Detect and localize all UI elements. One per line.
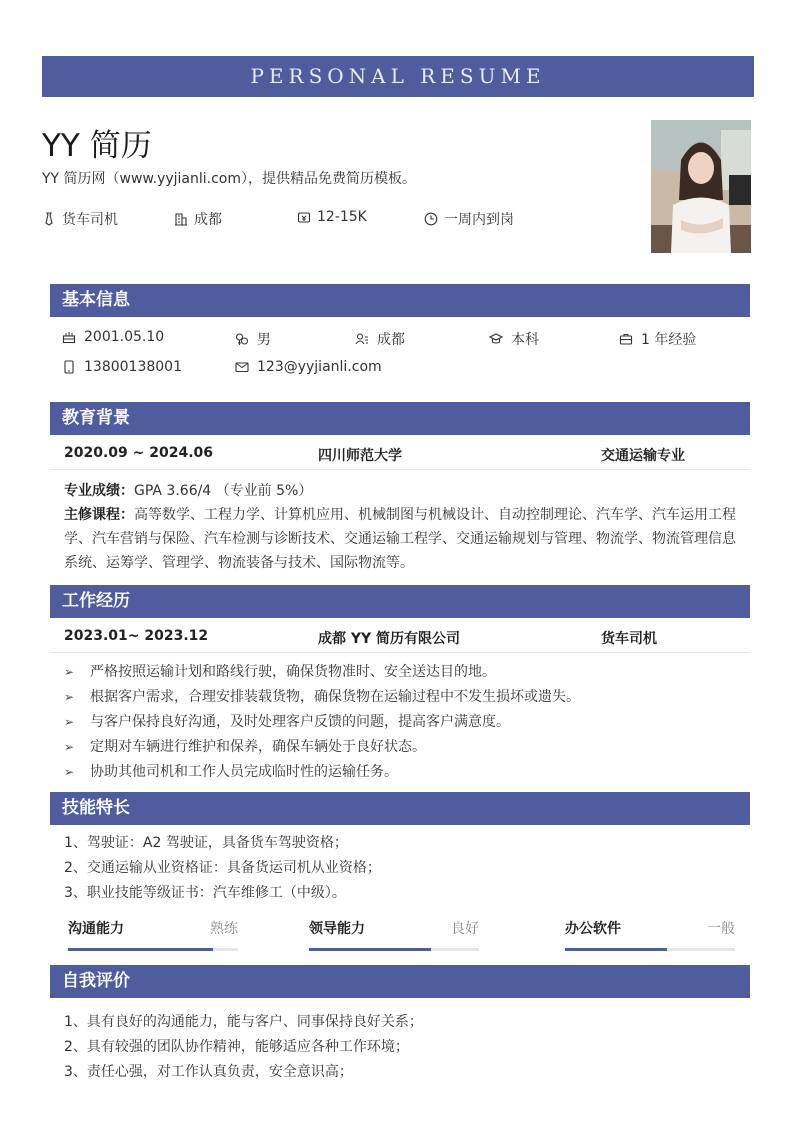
info-degree-text: 本科 <box>511 332 539 348</box>
list-item <box>64 760 744 785</box>
skill-fill <box>68 948 213 951</box>
list-item: 2、交通运输从业资格证：具备货运司机从业资格； <box>64 860 381 876</box>
wallet-icon <box>297 210 311 224</box>
work-row <box>50 620 750 653</box>
education-courses-label: 主修课程： <box>64 507 134 523</box>
info-birth <box>62 329 164 345</box>
list-item: 3、责任心强，对工作认真负责，安全意识高； <box>64 1064 353 1080</box>
work-role: 货车司机 <box>601 631 657 647</box>
education-school: 四川师范大学 <box>318 448 402 464</box>
education-major: 交通运输专业 <box>601 448 685 464</box>
skill-level: 一般 <box>707 921 735 937</box>
quick-city-text: 成都 <box>194 212 222 228</box>
candidate-name: YY 简历 <box>42 128 152 164</box>
work-duty-text: 协助其他司机和工作人员完成临时性的运输任务。 <box>90 764 398 780</box>
info-degree <box>489 329 539 349</box>
skill-label: 办公软件 <box>565 921 621 937</box>
phone-icon <box>62 360 76 374</box>
quick-job <box>42 209 118 229</box>
user-list-icon <box>355 332 369 346</box>
mail-icon <box>235 360 249 374</box>
work-duty-text: 与客户保持良好沟通，及时处理客户反馈的问题，提高客户满意度。 <box>90 714 510 730</box>
work-period: 2023.01~ 2023.12 <box>64 628 209 644</box>
education-score-text: GPA 3.66/4 （专业前 5%） <box>134 483 313 499</box>
arrow-bullet-icon: ➢ <box>64 740 75 754</box>
quick-city <box>174 209 222 229</box>
clock-icon <box>424 212 438 226</box>
info-location-text: 成都 <box>377 332 405 348</box>
skill-label: 沟通能力 <box>68 921 124 937</box>
skill-bar-leadership <box>309 918 479 938</box>
education-row <box>50 437 750 470</box>
skill-fill <box>565 948 667 951</box>
section-self-header: 自我评价 <box>50 965 750 998</box>
section-basic-header: 基本信息 <box>50 284 750 317</box>
list-item <box>64 735 744 760</box>
info-experience-text: 1 年经验 <box>641 332 697 348</box>
work-duty-text: 根据客户需求，合理安排装载货物，确保货物在运输过程中不发生损坏或遗失。 <box>90 689 580 705</box>
list-item: 3、职业技能等级证书：汽车维修工（中级）。 <box>64 885 346 901</box>
cake-icon <box>62 330 76 344</box>
info-phone <box>62 359 182 375</box>
education-score-label: 专业成绩： <box>64 483 134 499</box>
info-email-text: 123@yyjianli.com <box>257 359 382 375</box>
list-item: 1、具有良好的沟通能力，能与客户、同事保持良好关系； <box>64 1014 423 1030</box>
quick-salary <box>297 209 367 225</box>
gender-icon <box>235 332 249 346</box>
skill-level: 熟练 <box>210 921 238 937</box>
work-duty-text: 定期对车辆进行维护和保养，确保车辆处于良好状态。 <box>90 739 426 755</box>
info-gender-text: 男 <box>257 332 271 348</box>
skill-level: 良好 <box>451 921 479 937</box>
arrow-bullet-icon: ➢ <box>64 715 75 729</box>
skill-label: 领导能力 <box>309 921 365 937</box>
info-gender <box>235 329 271 349</box>
skill-track <box>565 948 735 951</box>
briefcase-icon <box>619 332 633 346</box>
skill-bar-communication <box>68 918 238 938</box>
work-company: 成都 YY 简历有限公司 <box>318 631 461 647</box>
list-item: 2、具有较强的团队协作精神，能够适应各种工作环境； <box>64 1039 409 1055</box>
building-icon <box>174 212 188 226</box>
work-duty-text: 严格按照运输计划和路线行驶，确保货物准时、安全送达目的地。 <box>90 664 496 680</box>
education-score <box>64 479 744 503</box>
quick-availability-text: 一周内到岗 <box>444 212 514 228</box>
quick-availability <box>424 209 514 229</box>
work-duties <box>64 660 744 785</box>
arrow-bullet-icon: ➢ <box>64 690 75 704</box>
list-item <box>64 710 744 735</box>
info-email <box>235 359 382 375</box>
skill-track <box>309 948 479 951</box>
quick-salary-text: 12-15K <box>317 209 367 225</box>
skills-list <box>64 831 381 906</box>
education-courses-text: 高等数学、工程力学、计算机应用、机械制图与机械设计、自动控制理论、汽车学、汽车运用工程学、汽车营销与保险、汽车检测与诊断技术、交通运输工程学、交通运输规划与管理、物流学、物流管理信息系统、运筹学、管理学、物流装备与技术、国际物流等。 <box>64 507 736 571</box>
quick-job-text: 货车司机 <box>62 212 118 228</box>
info-phone-text: 13800138001 <box>84 359 182 375</box>
info-location <box>355 329 405 349</box>
section-skills-header: 技能特长 <box>50 792 750 825</box>
profile-photo <box>651 120 751 253</box>
list-item <box>64 660 744 685</box>
info-experience <box>619 329 696 349</box>
skill-track <box>68 948 238 951</box>
arrow-bullet-icon: ➢ <box>64 765 75 779</box>
education-courses <box>64 503 744 575</box>
resume-banner: PERSONAL RESUME <box>42 56 754 97</box>
tagline: YY 简历网（www.yyjianli.com），提供精品免费简历模板。 <box>42 171 416 187</box>
list-item: 1、驾驶证：A2 驾驶证，具备货车驾驶资格； <box>64 835 348 851</box>
graduation-cap-icon <box>489 332 503 346</box>
section-education-header: 教育背景 <box>50 402 750 435</box>
tie-icon <box>42 212 56 226</box>
info-birth-text: 2001.05.10 <box>84 329 165 345</box>
list-item <box>64 685 744 710</box>
self-evaluation-list <box>64 1010 423 1085</box>
section-work-header: 工作经历 <box>50 585 750 618</box>
skill-bar-office <box>565 918 735 938</box>
education-period: 2020.09 ~ 2024.06 <box>64 445 214 461</box>
arrow-bullet-icon: ➢ <box>64 665 75 679</box>
skill-fill <box>309 948 431 951</box>
